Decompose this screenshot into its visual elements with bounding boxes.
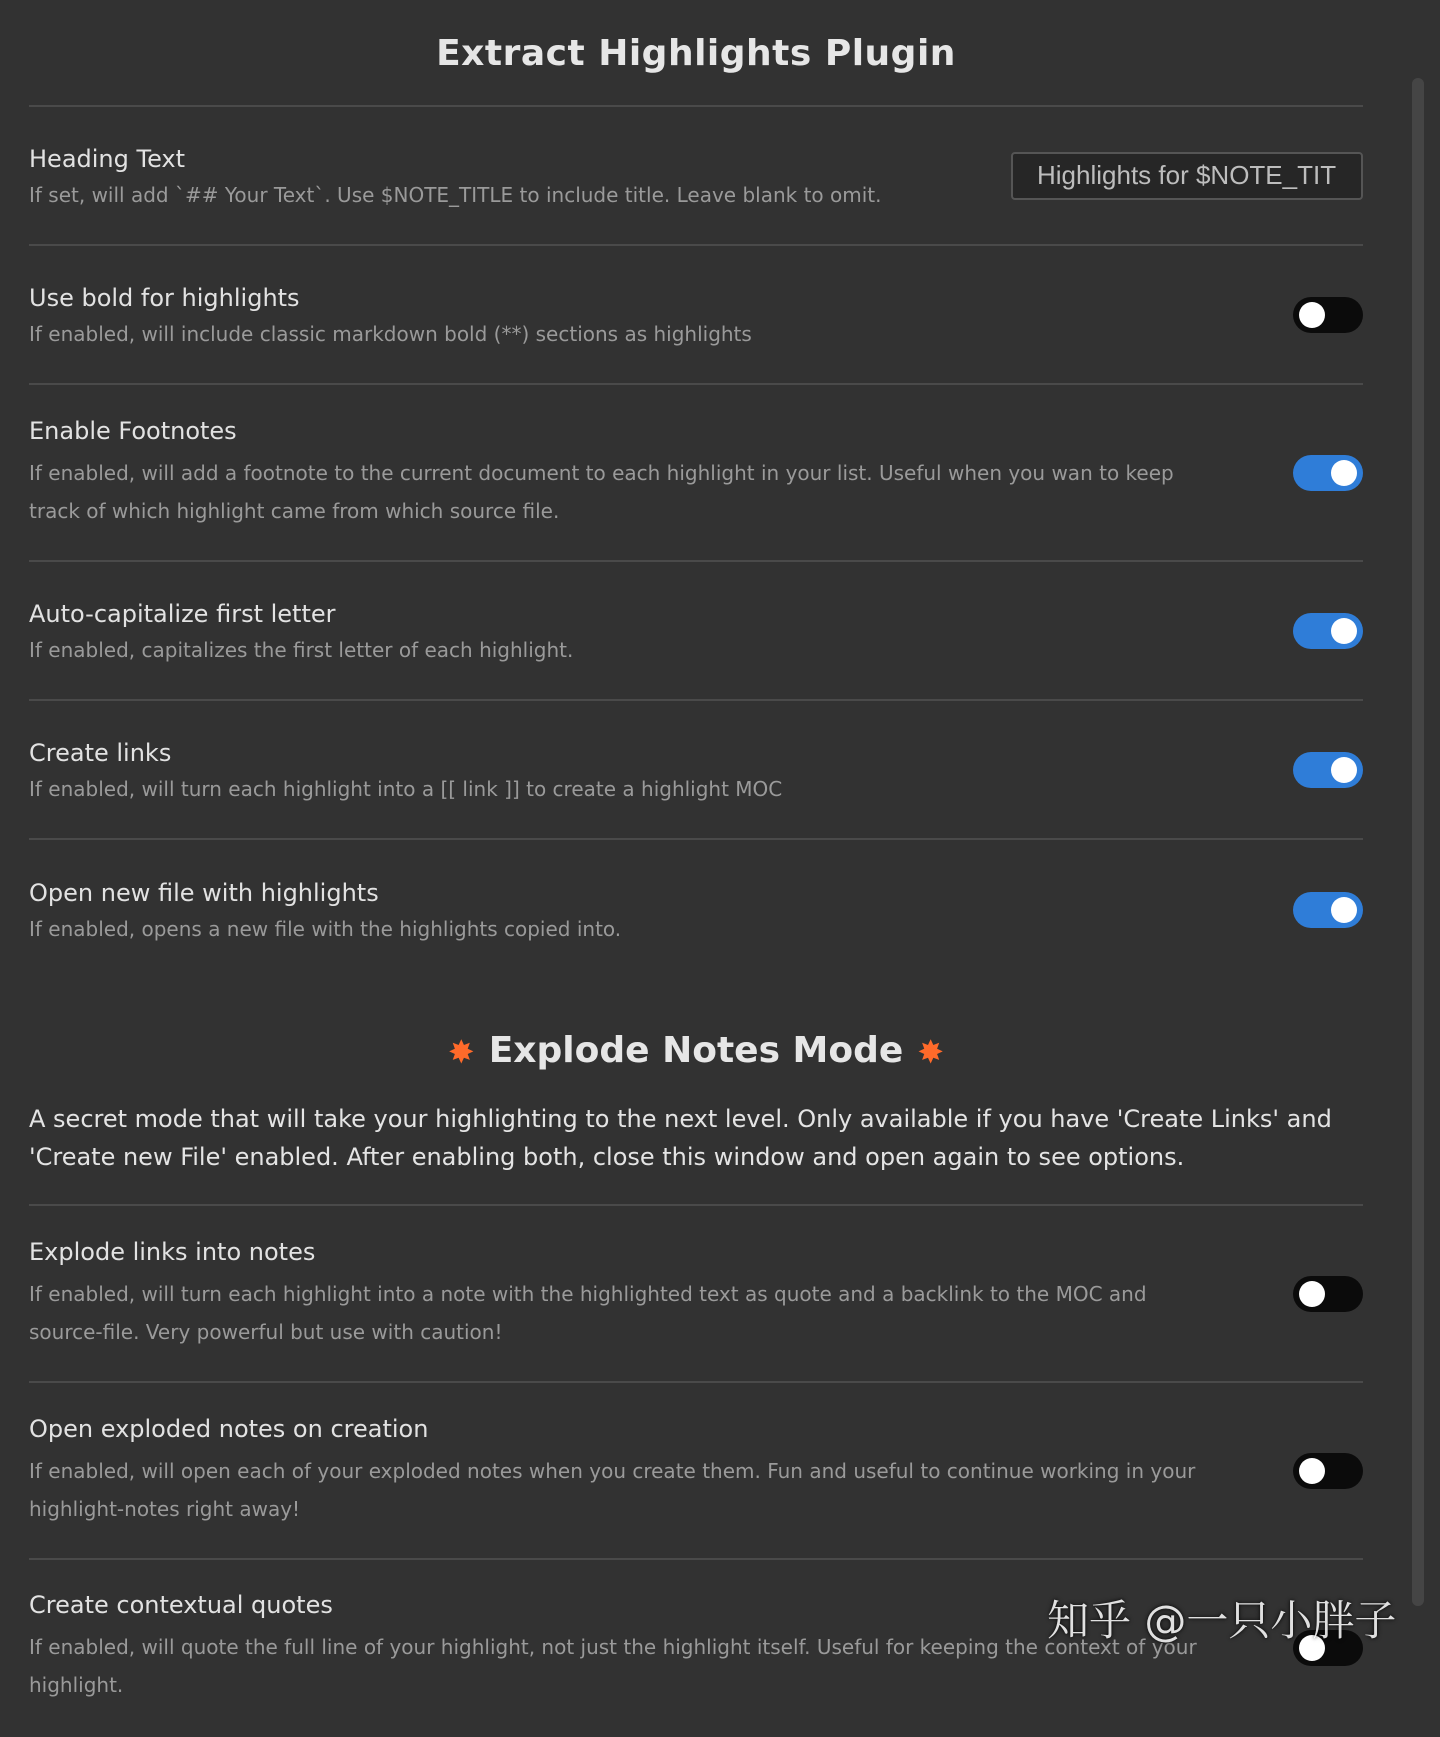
create-links-toggle[interactable]	[1293, 752, 1363, 788]
setting-desc: If enabled, will turn each highlight into a [[ link ]] to create a highlight MOC	[29, 776, 783, 801]
explode-section-header	[29, 979, 1363, 1176]
toggle-knob	[1299, 1281, 1325, 1307]
setting-name: Use bold for highlights	[29, 283, 300, 312]
scrollbar[interactable]	[1412, 78, 1424, 1606]
setting-name: Open exploded notes on creation	[29, 1414, 429, 1443]
setting-desc: If enabled, will include classic markdown bold (**) sections as highlights	[29, 321, 752, 346]
enable-footnotes-toggle[interactable]	[1293, 455, 1363, 491]
collision-icon: ✸	[447, 1033, 475, 1071]
setting-info	[29, 599, 1209, 663]
toggle-knob	[1299, 1458, 1325, 1484]
setting-enable-footnotes	[29, 385, 1363, 562]
explode-description: A secret mode that will take your highlighting to the next level. Only available if you have 'Create Links' and 'Create new File' enabled. After enabling both, close this window and open again to see options.	[29, 1105, 1332, 1171]
setting-contextual-quotes	[29, 1560, 1363, 1737]
auto-capitalize-toggle[interactable]	[1293, 613, 1363, 649]
setting-explode-links	[29, 1206, 1363, 1383]
setting-desc: If enabled, will add a footnote to the current document to each highlight in your list. Useful when you wan to keep track of which highlight came from which source file.	[29, 460, 1174, 523]
setting-info	[29, 283, 1209, 347]
setting-name: Auto-capitalize first letter	[29, 599, 336, 628]
toggle-knob	[1331, 897, 1357, 923]
open-exploded-notes-toggle[interactable]	[1293, 1453, 1363, 1489]
setting-desc: If enabled, opens a new file with the highlights copied into.	[29, 916, 622, 941]
setting-desc: If enabled, will turn each highlight into a note with the highlighted text as quote and a backlink to the MOC and source-file. Very powerful but use with caution!	[29, 1281, 1147, 1344]
toggle-knob	[1331, 618, 1357, 644]
collision-icon: ✸	[917, 1033, 945, 1071]
setting-name: Enable Footnotes	[29, 416, 237, 445]
setting-auto-capitalize	[29, 562, 1363, 701]
explode-heading	[29, 1029, 1363, 1074]
setting-desc: If set, will add `## Your Text`. Use $NOTE_TITLE to include title. Leave blank to omit.	[29, 182, 882, 207]
scrollbar-thumb[interactable]	[1412, 78, 1424, 1606]
setting-name: Create contextual quotes	[29, 1591, 333, 1619]
toggle-knob	[1331, 757, 1357, 783]
setting-create-links	[29, 701, 1363, 840]
open-new-file-toggle[interactable]	[1293, 892, 1363, 928]
toggle-knob	[1331, 460, 1357, 486]
watermark: 知乎 @一只小胖子	[1047, 1596, 1397, 1645]
toggle-knob	[1299, 302, 1325, 328]
setting-open-new-file	[29, 840, 1363, 979]
setting-heading-text	[29, 107, 1363, 246]
heading-text-input[interactable]	[1011, 152, 1363, 200]
setting-desc: If enabled, will quote the full line of your highlight, not just the highlight itself. Useful for keeping the context of your highlight.	[29, 1635, 1197, 1697]
setting-info	[29, 144, 989, 208]
setting-info	[29, 738, 1209, 802]
explode-links-toggle[interactable]	[1293, 1276, 1363, 1312]
setting-desc: If enabled, capitalizes the first letter of each highlight.	[29, 637, 574, 662]
setting-info	[29, 416, 1209, 530]
setting-info	[29, 1590, 1209, 1704]
setting-desc: If enabled, will open each of your exploded notes when you create them. Fun and useful to continue working in your highlight-notes right away!	[29, 1458, 1196, 1521]
setting-info	[29, 1237, 1209, 1351]
plugin-title: Extract Highlights Plugin	[436, 33, 956, 74]
setting-name: Heading Text	[29, 144, 186, 173]
setting-open-exploded-notes	[29, 1383, 1363, 1560]
explode-heading-text: Explode Notes Mode	[488, 1030, 904, 1071]
setting-use-bold	[29, 246, 1363, 385]
setting-name: Create links	[29, 738, 172, 767]
setting-info	[29, 878, 1209, 942]
setting-name: Open new file with highlights	[29, 878, 379, 907]
setting-info	[29, 1414, 1209, 1528]
use-bold-toggle[interactable]	[1293, 297, 1363, 333]
setting-name: Explode links into notes	[29, 1237, 316, 1266]
settings-content	[29, 0, 1363, 1737]
